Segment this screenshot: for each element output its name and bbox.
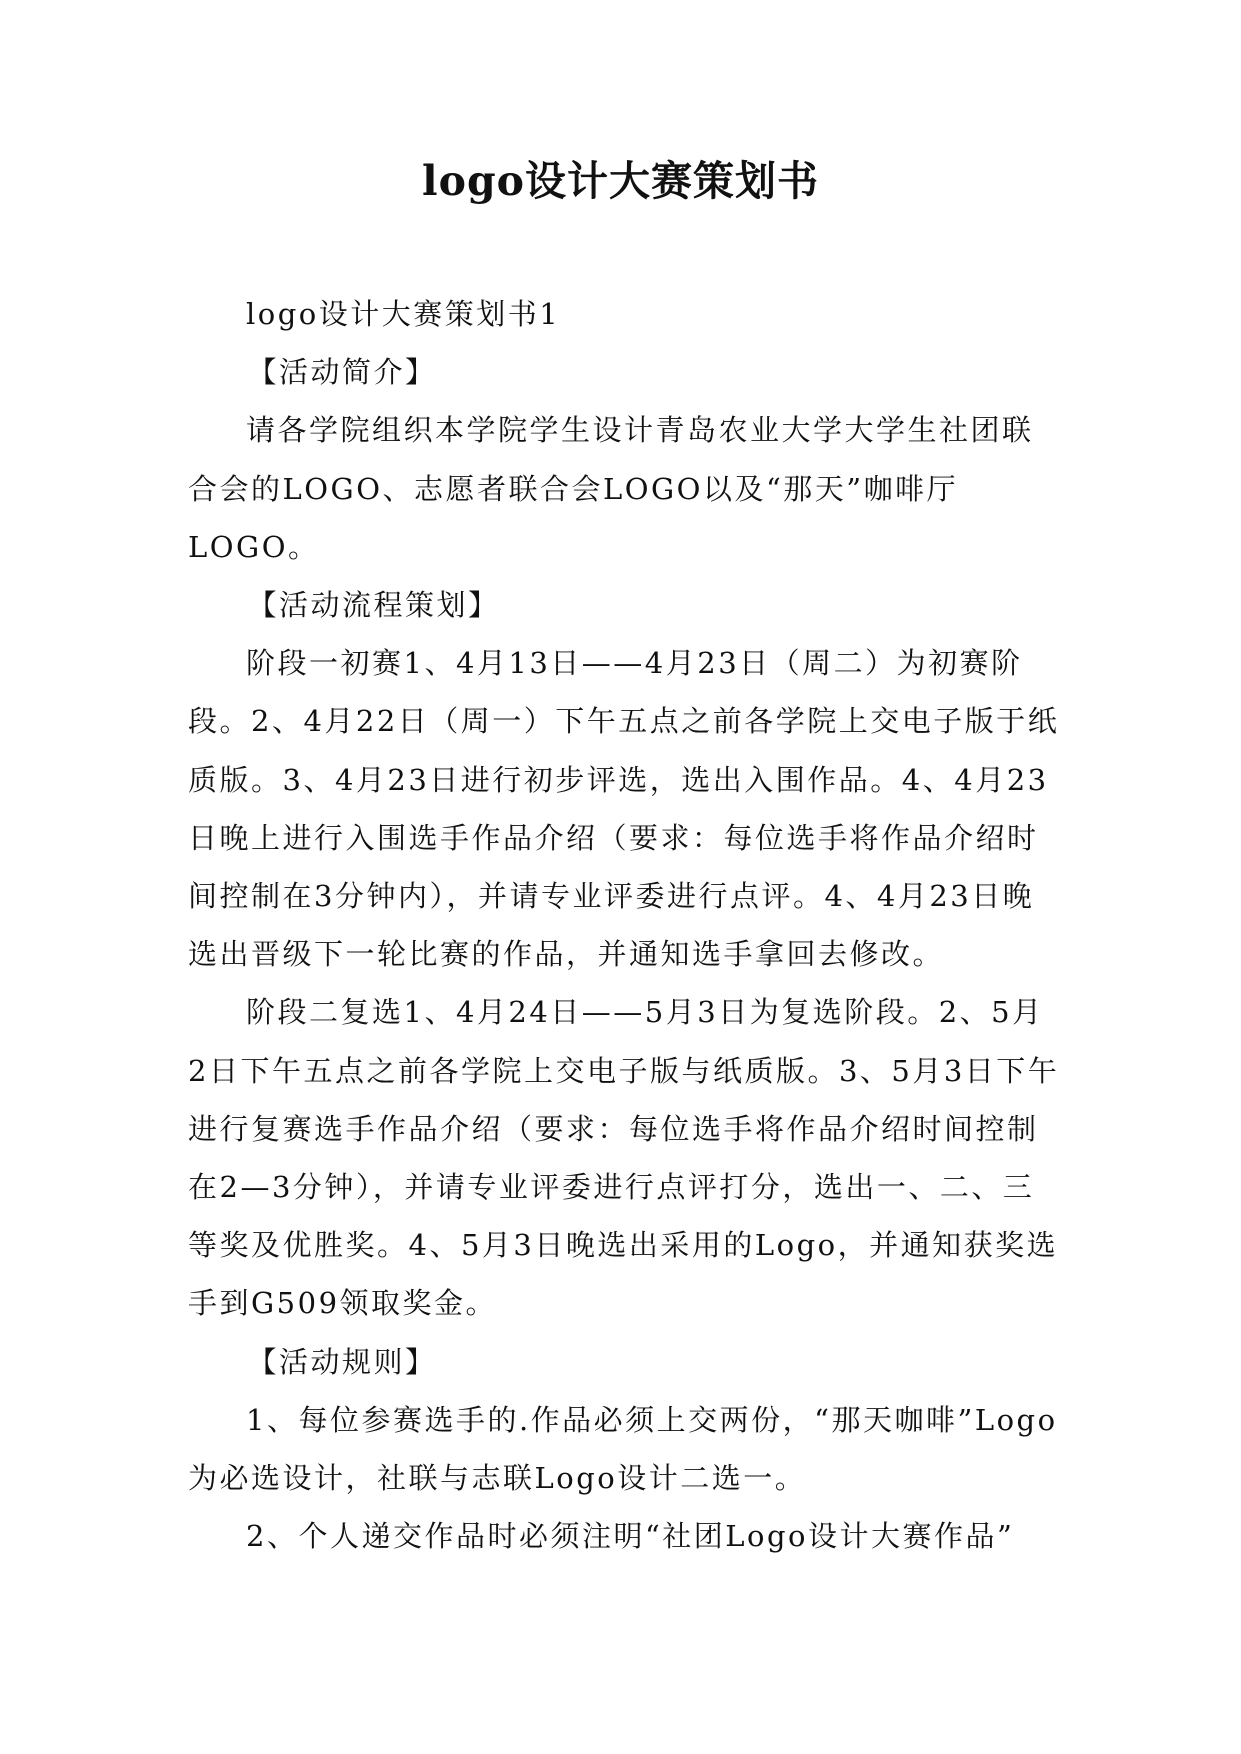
paragraph-rule-1: 1、每位参赛选手的.作品必须上交两份，“那天咖啡”Logo为必选设计，社联与志联Logo设计二选一。 [188, 1402, 1058, 1496]
paragraph-stage-one: 阶段一初赛1、4月13日——4月23日（周二）为初赛阶段。2、4月22日（周一）下午五点之前各学院上交电子版于纸质版。3、4月23日进行初步评选，选出入围作品。4、4月23日晚上进行入围选手作品介绍（要求：每位选手将作品介绍时间控制在3分钟内），并请专业评委进行点评。4、4月23日晚选出晋级下一轮比赛的作品，并通知选手拿回去修改。 [188, 646, 1060, 972]
document-subtitle: logo设计大赛策划书1 [246, 297, 561, 331]
paragraph-stage-two: 阶段二复选1、4月24日——5月3日为复选阶段。2、5月2日下午五点之前各学院上交电子版与纸质版。3、5月3日下午进行复赛选手作品介绍（要求：每位选手将作品介绍时间控制在2—3分钟），并请专业评委进行点评打分，选出一、二、三等奖及优胜奖。4、5月3日晚选出采用的Logo，并通知获奖选手到G509领取奖金。 [188, 995, 1060, 1321]
paragraph-intro: 请各学院组织本学院学生设计青岛农业大学大学生社团联合会的LOGO、志愿者联合会LOGO以及“那天”咖啡厅LOGO。 [188, 413, 1034, 564]
section-heading-intro: 【活动简介】 [247, 355, 437, 390]
document-body [188, 285, 1060, 1565]
document-title: logo设计大赛策划书 [422, 157, 819, 205]
section-heading-process: 【活动流程策划】 [247, 588, 500, 623]
section-heading-rules: 【活动规则】 [247, 1344, 437, 1379]
paragraph-rule-2: 2、个人递交作品时必须注明“社团Logo设计大赛作品” [246, 1519, 1015, 1554]
